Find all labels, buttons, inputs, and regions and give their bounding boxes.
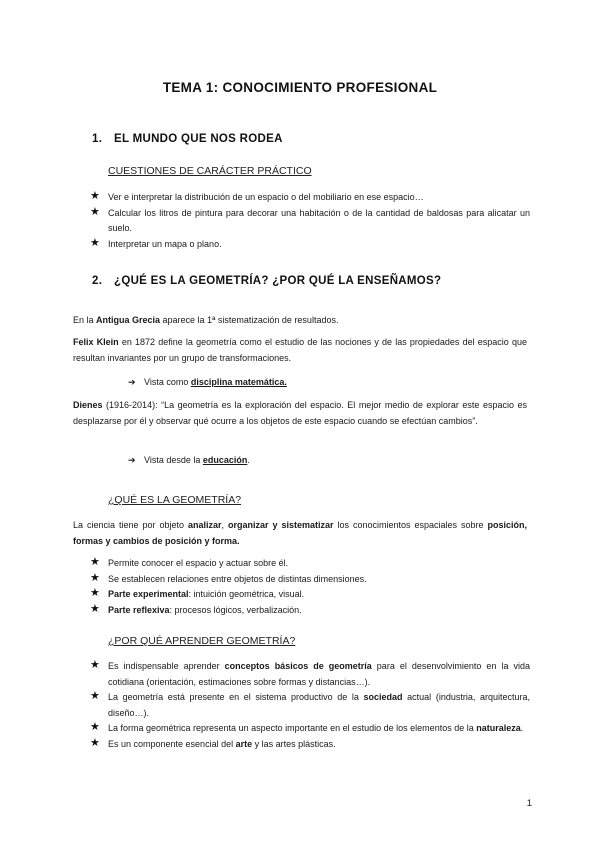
document-title: TEMA 1: CONOCIMIENTO PROFESIONAL [162, 80, 438, 95]
star-bullet-icon: ★ [90, 736, 100, 749]
star-bullet-icon: ★ [90, 602, 100, 615]
section-1-number: 1. [92, 133, 103, 145]
list-item: ★ Ver e interpretar la distribución de un espacio o del mobiliario en ese espacio… [90, 190, 530, 206]
star-bullet-icon: ★ [90, 190, 100, 202]
list-item: ★ Permite conocer el espacio y actuar sobre él. [90, 556, 530, 572]
list-item: ★ Se establecen relaciones entre objetos de distintas dimensiones. [90, 572, 530, 588]
star-bullet-icon: ★ [90, 556, 100, 568]
list-item: ★ Calcular los litros de pintura para decorar una habitación o de la cantidad de baldosas para alicatar un suelo. [90, 205, 530, 233]
list-item: ★ Es un componente esencial del arte y las artes plásticas. [90, 737, 530, 753]
paragraph-antigua-grecia: En la Antigua Grecia aparece la 1ª sistematización de resultados. [73, 315, 339, 325]
reasons-bullet-list [90, 659, 530, 752]
list-item: ★ Es indispensable aprender conceptos básicos de geometría para el desenvolvimiento en la vida cotidiana (orientación, estimaciones sobre formas y distancias…). [90, 659, 531, 687]
paragraph-dienes: Dienes (1916-2014): “La geometría es la exploración del espacio. El mejor medio de explorar este espacio es desplazarse por él y observar qué ocurre a los objetos de este espacio cuando se efectúan cambios”. [73, 400, 527, 426]
star-bullet-icon: ★ [90, 659, 100, 671]
subheading-por-que-aprender: ¿POR QUÉ APRENDER GEOMETRÍA? [108, 635, 296, 647]
star-bullet-icon: ★ [90, 236, 100, 249]
subheading-que-es-geometria: ¿QUÉ ES LA GEOMETRÍA? [108, 494, 242, 506]
arrow-right-icon: ➔ [128, 455, 136, 465]
list-item: ★ Interpretar un mapa o plano. [90, 237, 530, 253]
star-bullet-icon: ★ [90, 721, 100, 733]
list-item: ★ La geometría está presente en el sistema productivo de la sociedad actual (industria, arquitectura, diseño…). [90, 690, 531, 718]
list-item: ★ Parte reflexiva: procesos lógicos, verbalización. [90, 603, 530, 619]
section-1-heading [92, 133, 283, 145]
section-1-subheading: CUESTIONES DE CARÁCTER PRÁCTICO [108, 165, 312, 177]
page-number: 1 [526, 798, 532, 809]
paragraph-ciencia: La ciencia tiene por objeto analizar, organizar y sistematizar los conocimientos espaciales sobre posición, formas y cambios de posición y forma. [73, 520, 528, 546]
star-bullet-icon: ★ [90, 690, 100, 702]
section-2-title: ¿QUÉ ES LA GEOMETRÍA? ¿POR QUÉ LA ENSEÑAMOS? [114, 275, 442, 287]
list-item: ★ Parte experimental: intuición geométrica, visual. [90, 587, 530, 603]
arrow-line-disciplina: ➔ Vista como disciplina matemática. [128, 374, 287, 390]
star-bullet-icon: ★ [90, 571, 100, 584]
section-1-title: EL MUNDO QUE NOS RODEA [114, 133, 283, 145]
arrow-right-icon: ➔ [128, 377, 136, 387]
paragraph-felix-klein: Felix Klein en 1872 define la geometría como el estudio de las nociones y de las propiedades del espacio que resultan invariantes por un grupo de transformaciones. [73, 337, 527, 363]
section-2-number: 2. [92, 275, 103, 287]
section-2-heading [92, 275, 441, 287]
star-bullet-icon: ★ [90, 205, 100, 218]
star-bullet-icon: ★ [90, 587, 100, 599]
list-item: ★ La forma geométrica representa un aspecto importante en el estudio de los elementos de la naturaleza. [90, 721, 530, 737]
geometry-bullet-list [90, 556, 530, 618]
section-1-bullet-list [90, 190, 530, 252]
arrow-line-educacion: ➔ Vista desde la educación. [128, 452, 250, 468]
